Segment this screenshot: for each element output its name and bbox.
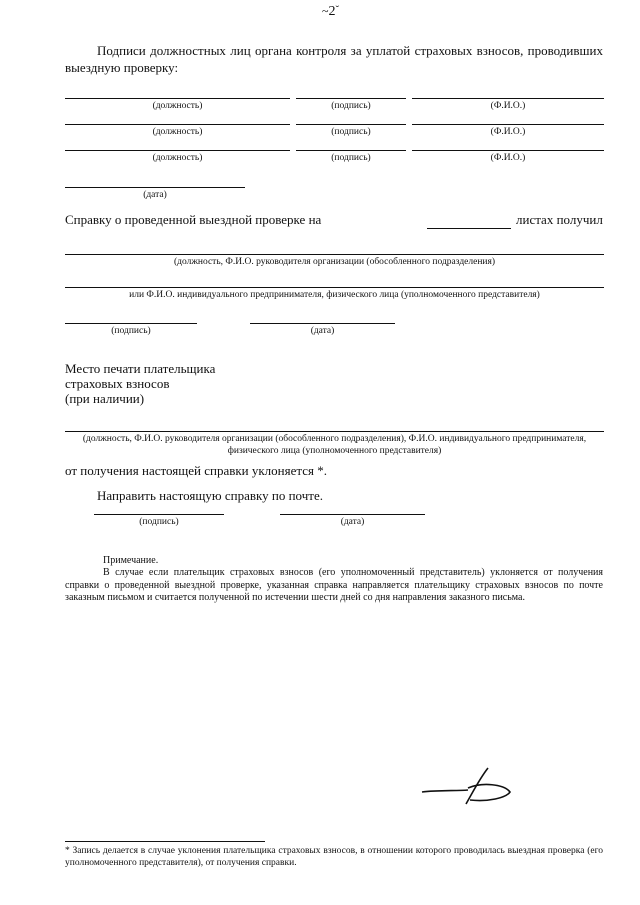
note-title: Примечание. — [103, 555, 159, 566]
position-label: (должность) — [152, 153, 203, 163]
name-label: (Ф.И.О.) — [490, 153, 526, 163]
position-label: (должность) — [152, 101, 203, 111]
send-sign-label: (подпись) — [139, 517, 179, 527]
signature-label: (подпись) — [331, 153, 371, 163]
entrepreneur-label: или Ф.И.О. индивидуального предпринимателя, физического лица (уполномоченного представителя) — [129, 290, 540, 300]
date-label: (дата) — [143, 190, 167, 200]
footnote: * Запись делается в случае уклонения плательщика страховых взносов, в отношении которого проводилась выездная проверка (его уполномоченного представителя), от получения справки. — [65, 846, 603, 868]
position-label: (должность) — [152, 127, 203, 137]
send-date-label: (дата) — [340, 517, 365, 527]
evader-label: (должность, Ф.И.О. руководителя организации (обособленного подразделения), Ф.И.О. индивидуального предпринимателя, — [82, 434, 587, 444]
handwritten-signature — [418, 762, 518, 812]
note-text: В случае если плательщик страховых взносов (его уполномоченный представитель) уклоняется от получения справки о проведенной выездной проверке, указанная справка направляется плательщику страховых взносов по почте заказным письмом и считается полученной по истечении шести дней со дня направления заказного письма. — [65, 567, 603, 603]
intro-paragraph: Подписи должностных лиц органа контроля за уплатой страховых взносов, проводивших выездную проверку: — [65, 43, 603, 75]
received-text: Справку о проведенной выездной проверке на — [65, 212, 322, 227]
evades-text: от получения настоящей справки уклоняется *. — [65, 463, 327, 478]
sheets-count-line — [427, 228, 511, 229]
head-label: (должность, Ф.И.О. руководителя организации (обособленного подразделения) — [173, 257, 496, 267]
sign-label: (подпись) — [111, 326, 151, 336]
evader-label-2: физического лица (уполномоченного представителя) — [227, 446, 442, 456]
date-label: (дата) — [310, 326, 335, 336]
signature-label: (подпись) — [331, 127, 371, 137]
name-label: (Ф.И.О.) — [490, 127, 526, 137]
received-text-end: листах получил — [516, 212, 603, 227]
signature-label: (подпись) — [331, 101, 371, 111]
page-number: $\sim 2^ˇ$ — [322, 4, 340, 19]
send-text: Направить настоящую справку по почте. — [97, 488, 323, 503]
stamp-place: Место печати плательщика страховых взносов (при наличии) — [65, 361, 216, 406]
name-label: (Ф.И.О.) — [490, 101, 526, 111]
